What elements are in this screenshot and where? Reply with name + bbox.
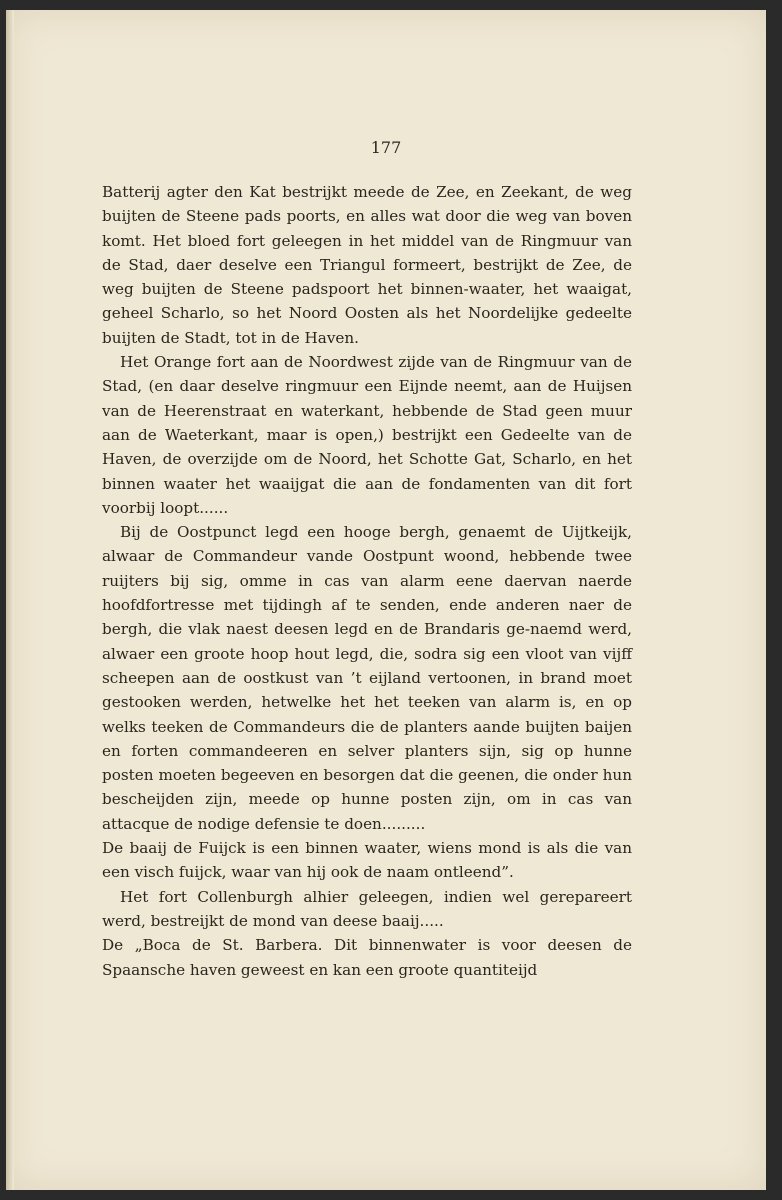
paragraph: De „Boca de St. Barbera. Dit binnenwater is voor deesen de Spaansche haven geweest en kan een groote quantiteijd [102,936,632,979]
paragraph: Het Orange fort aan de Noordwest zijde van de Ringmuur van de Stad, (en daar deselve ringmuur een Eijnde neemt, aan de Huijsen van de Heerenstraat en waterkant, hebbende de Stad geen muur aan de Waeterkant, maar is open,) bestrijkt een Gedeelte van de Haven, de overzijde om de Noord, het Schotte Gat, Scharlo, en het binnen waater het waaijgat die aan de fondamenten van dit fort voorbij loopt...... [102,353,632,517]
body-text [102,180,632,982]
paragraph: Bij de Oostpunct legd een hooge bergh, genaemt de Uijtkeijk, alwaar de Commandeur vande Oostpunt woond, hebbende twee ruijters bij sig, omme in cas van alarm eene daervan naerde hoofdfortresse met tijdingh af te senden, ende anderen naer de bergh, die vlak naest deesen legd en de Brandaris ge-naemd werd, alwaer een groote hoop hout legd, die, sodra sig een vloot van vijff scheepen aan de oostkust van ’t eijland vertoonen, in brand moet gestooken werden, hetwelke het het teeken van alarm is, en op welks teeken de Commandeurs die de planters aande buijten baijen en forten commandeeren en selver planters sijn, sig op hunne posten moeten begeeven en besorgen dat die geenen, die onder hun bescheijden zijn, meede op hunne posten zijn, om in cas van attacque de nodige defensie te doen......... [102,523,632,833]
paragraph: Batterij agter den Kat bestrijkt meede de Zee, en Zeekant, de weg buijten de Steene pads poorts, en alles wat door die weg van boven komt. Het bloed fort geleegen in het middel van de Ringmuur van de Stad, daer deselve een Triangul formeert, bestrijkt de Zee, de weg buijten de Steene padspoort het binnen-waater, het waaigat, geheel Scharlo, so het Noord Oosten als het Noordelijke gedeelte buijten de Stadt, tot in de Haven. [102,183,632,347]
book-page [6,10,766,1190]
paragraph: Het fort Collenburgh alhier geleegen, indien wel gerepareert werd, bestreijkt de mond van deese baaij..... [102,887,632,930]
page-gutter [6,10,14,1190]
page-number: 177 [370,138,402,157]
paragraph: De baaij de Fuijck is een binnen waater, wiens mond is als die van een visch fuijck, waar van hij ook de naam ontleend”. [102,839,632,882]
